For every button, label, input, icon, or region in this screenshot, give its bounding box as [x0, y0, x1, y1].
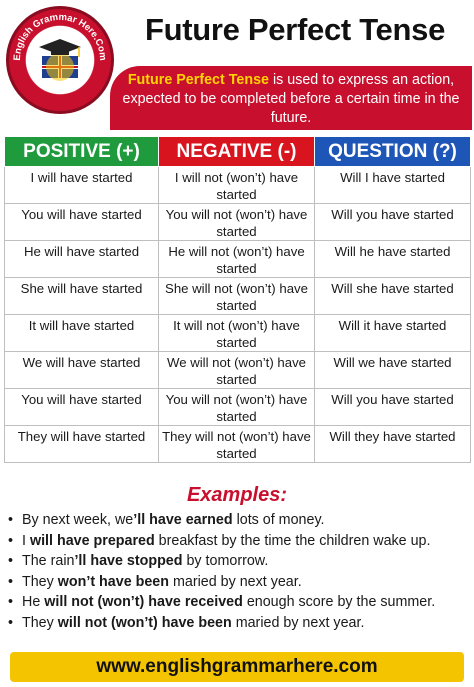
cell-question: Will he have started: [315, 241, 471, 278]
page-title: Future Perfect Tense: [144, 12, 446, 47]
intro-text: is used to express an action, expected to be completed before a certain time in the future.: [122, 72, 460, 126]
logo-graphic: [9, 9, 111, 111]
example-text: The rain: [22, 553, 75, 569]
intro-banner: [110, 66, 472, 130]
bullet-icon: •: [8, 532, 14, 549]
cell-question: Will we have started: [315, 352, 471, 389]
header-negative: NEGATIVE (-): [159, 137, 315, 167]
example-item: [6, 531, 472, 552]
cell-negative: They will not (won’t) have started: [159, 426, 315, 463]
cell-positive: She will have started: [5, 278, 159, 315]
example-item: [6, 592, 472, 613]
example-verb: will have prepared: [29, 532, 155, 549]
table-row: [5, 389, 471, 426]
example-verb: ’ll have stopped: [74, 553, 183, 569]
example-text: They: [22, 614, 58, 631]
cell-positive: It will have started: [5, 315, 159, 352]
bullet-icon: •: [8, 594, 14, 610]
cell-negative: He will not (won’t) have started: [159, 241, 315, 278]
cell-question: Will they have started: [315, 426, 471, 463]
example-item: [6, 572, 472, 593]
intro-highlight: Future Perfect Tense: [127, 72, 269, 88]
table-row: [5, 352, 471, 389]
table-row: [5, 315, 471, 352]
cell-question: Will she have started: [315, 278, 471, 315]
example-text: lots of money.: [232, 512, 325, 528]
example-text: maried by next year.: [169, 573, 302, 590]
bullet-icon: •: [8, 573, 14, 590]
example-text: They: [22, 573, 58, 590]
logo-text: English Grammar Here.Com: [11, 11, 109, 62]
table-header-row: [5, 137, 471, 167]
cell-question: Will you have started: [315, 204, 471, 241]
table-row: [5, 167, 471, 204]
example-text: By next week, we: [22, 512, 134, 528]
cell-question: Will you have started: [315, 389, 471, 426]
examples-heading: Examples:: [186, 484, 288, 506]
example-text: I: [22, 532, 30, 549]
cell-negative: It will not (won’t) have started: [159, 315, 315, 352]
bullet-icon: •: [8, 553, 14, 569]
example-verb: won’t have been: [57, 573, 169, 590]
cell-positive: I will have started: [5, 167, 159, 204]
example-verb: will not (won’t) have been: [57, 614, 232, 631]
site-logo: [6, 6, 114, 114]
cell-positive: You will have started: [5, 204, 159, 241]
cell-negative: She will not (won’t) have started: [159, 278, 315, 315]
example-item: [6, 551, 472, 572]
table-row: [5, 204, 471, 241]
header-positive: POSITIVE (+): [5, 137, 159, 167]
cell-negative: I will not (won’t) have started: [159, 167, 315, 204]
cell-positive: He will have started: [5, 241, 159, 278]
examples-list: [6, 510, 472, 633]
cell-positive: They will have started: [5, 426, 159, 463]
example-text: by tomorrow.: [182, 553, 269, 569]
example-text: maried by next year.: [231, 614, 365, 631]
website-link[interactable]: www.englishgrammarhere.com: [10, 652, 464, 682]
cell-negative: You will not (won’t) have started: [159, 389, 315, 426]
example-text: enough score by the summer.: [242, 594, 436, 610]
bullet-icon: •: [8, 512, 14, 528]
table-row: [5, 241, 471, 278]
header-question: QUESTION (?): [315, 137, 471, 167]
example-text: He: [22, 594, 45, 610]
conjugation-table: [4, 136, 471, 463]
example-verb: ’ll have earned: [133, 512, 233, 528]
cell-positive: You will have started: [5, 389, 159, 426]
cell-negative: We will not (won’t) have started: [159, 352, 315, 389]
cell-positive: We will have started: [5, 352, 159, 389]
cell-question: Will it have started: [315, 315, 471, 352]
table-row: [5, 426, 471, 463]
cell-question: Will I have started: [315, 167, 471, 204]
cell-negative: You will not (won’t) have started: [159, 204, 315, 241]
example-text: breakfast by the time the children wake up.: [154, 532, 431, 549]
bullet-icon: •: [8, 614, 14, 631]
example-item: [6, 510, 472, 531]
example-item: [6, 613, 472, 634]
graduation-cap-globe-icon: [39, 39, 81, 81]
table-row: [5, 278, 471, 315]
example-verb: will not (won’t) have received: [44, 594, 243, 610]
